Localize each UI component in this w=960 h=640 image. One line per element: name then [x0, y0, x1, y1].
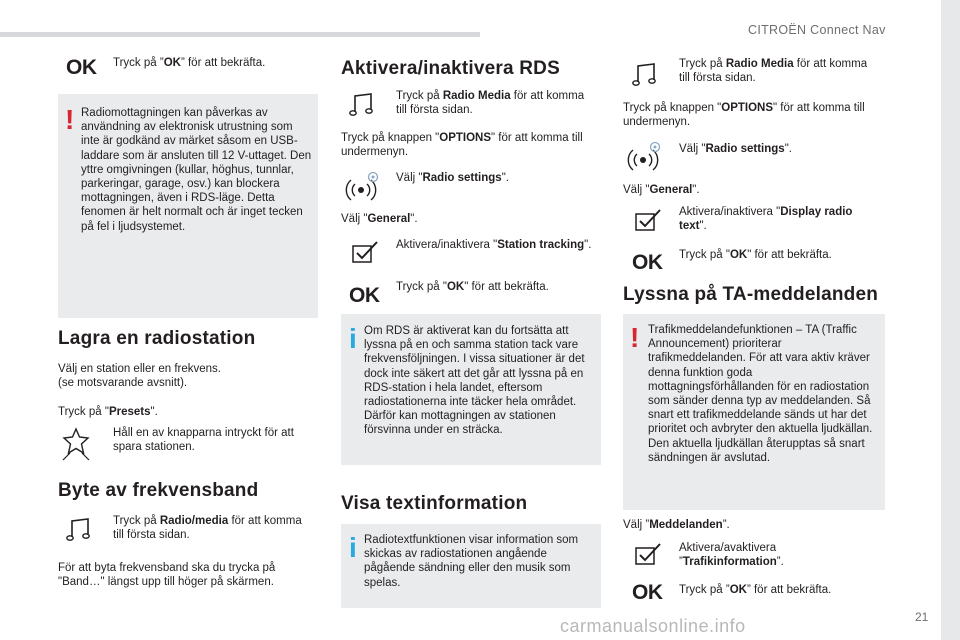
checkbox-icon	[634, 208, 662, 234]
warning-icon: !	[65, 104, 75, 135]
watermark: carmanualsonline.info	[560, 616, 746, 636]
traffic-info-instruction: Aktivera/avaktivera ”Trafikinformation”.	[679, 542, 784, 569]
store-step-1: Välj en station eller en frekvens. (se motsvarande avsnitt).	[58, 363, 222, 390]
rds-settings-instruction: Välj "Radio settings".	[396, 172, 509, 184]
section-title-rds: Aktivera/inaktivera RDS	[341, 58, 560, 79]
info-icon: i	[349, 323, 357, 354]
section-title-text: Visa textinformation	[341, 493, 528, 514]
warning-box	[58, 94, 318, 318]
star-icon	[62, 426, 90, 462]
ok-icon: OK	[632, 581, 663, 604]
radiotext-info-text: Radiotextfunktionen visar information som skickas av radiostationen angående pågående sändning eller den musik som spelas.	[364, 534, 579, 589]
rds-general-instruction: Välj "General".	[341, 213, 418, 225]
checkbox-icon	[351, 240, 379, 266]
ok-icon: OK	[632, 251, 663, 274]
page-header: CITROËN Connect Nav	[748, 23, 886, 37]
ok-icon: OK	[66, 56, 97, 79]
ta-settings-instruction: Välj "Radio settings".	[679, 143, 792, 155]
info-icon: i	[349, 532, 357, 563]
ta-ok2-instruction: Tryck på ”OK” för att bekräfta.	[679, 584, 832, 596]
ok-instruction: Tryck på ”OK” för att bekräfta.	[113, 57, 266, 69]
display-radio-text-instruction: Aktivera/inaktivera "Display radio text".	[679, 206, 853, 233]
presets-instruction: Tryck på "Presets".	[58, 406, 158, 418]
rds-options-instruction: Tryck på knappen "OPTIONS" för att komma till undermenyn.	[341, 132, 583, 159]
music-note-icon	[349, 92, 377, 118]
checkbox-icon	[634, 542, 662, 568]
ta-options-instruction: Tryck på knappen "OPTIONS" för att komma till undermenyn.	[623, 102, 865, 129]
rds-media-instruction: Tryck på Radio Media för att komma till första sidan.	[396, 90, 585, 117]
messages-instruction: Välj ”Meddelanden”.	[623, 519, 730, 531]
ta-general-instruction: Välj "General".	[623, 184, 700, 196]
station-tracking-instruction: Aktivera/inaktivera "Station tracking".	[396, 239, 592, 251]
rds-info-text: Om RDS är aktiverat kan du fortsätta att lyssna på en och samma station tack vare frekvensföljningen. I vissa situationer är det dock inte säkert att det går att lyssna på en RDS-station i hela landet, eftersom radiostationerna inte täcker hela området. Därför kan mottagningen av stationen försvinna under en sträcka.	[364, 325, 585, 437]
ta-media-instruction: Tryck på Radio Media för att komma till första sidan.	[679, 58, 868, 85]
rds-ok-instruction: Tryck på "OK" för att bekräfta.	[396, 281, 549, 293]
section-title-ta: Lyssna på TA-meddelanden	[623, 284, 879, 305]
page-number: 21	[915, 610, 929, 624]
warning-icon: !	[630, 322, 640, 353]
section-title-band: Byte av frekvensband	[58, 480, 259, 501]
radio-media-instruction: Tryck på Radio/media för att komma till första sidan.	[113, 515, 302, 542]
band-instruction: För att byta frekvensband ska du trycka på "Band…" längst upp till höger på skärmen.	[58, 562, 276, 589]
section-title-store: Lagra en radiostation	[58, 328, 256, 349]
music-note-icon	[66, 517, 94, 543]
info-box-radiotext	[341, 524, 601, 608]
warning-text: Radiomottagningen kan påverkas av användning av elektronisk utrustning som inte är godkänd av märket såsom en USB-laddare som är ansluten till 12 V-uttaget. Den yttre omgivningen (kullar, höghus, tunnlar, parkeringar, garage, osv.) kan blockera mottagningen, även i RDS-läge. Detta fenomen är helt normalt och är inget tecken på fel i ljudsystemet.	[81, 107, 312, 233]
radio-settings-icon	[345, 170, 381, 206]
side-tab	[941, 0, 960, 640]
hold-instruction: Håll en av knapparna intryckt för att spara stationen.	[113, 427, 294, 454]
header-rule	[0, 32, 480, 37]
radio-settings-icon	[627, 140, 663, 176]
music-note-icon	[632, 62, 660, 88]
ta-ok-instruction: Tryck på "OK" för att bekräfta.	[679, 249, 832, 261]
ta-warning-text: Trafikmeddelandefunktionen – TA (Traffic Announcement) prioriterar trafikmeddelanden. För att vara aktiv kräver denna funktion goda mottagningsförhållanden för en radiostation som sänder denna typ av meddelanden. Så snart ett trafikmeddelande sänds ut har det prioritet och avbryter den aktuella ljudkällan. Den aktuella ljudkällan återupptas så snart sändningen är avslutad.	[648, 324, 873, 464]
info-box-rds	[341, 314, 601, 465]
ok-icon: OK	[349, 284, 380, 307]
warning-box-ta	[623, 314, 885, 510]
